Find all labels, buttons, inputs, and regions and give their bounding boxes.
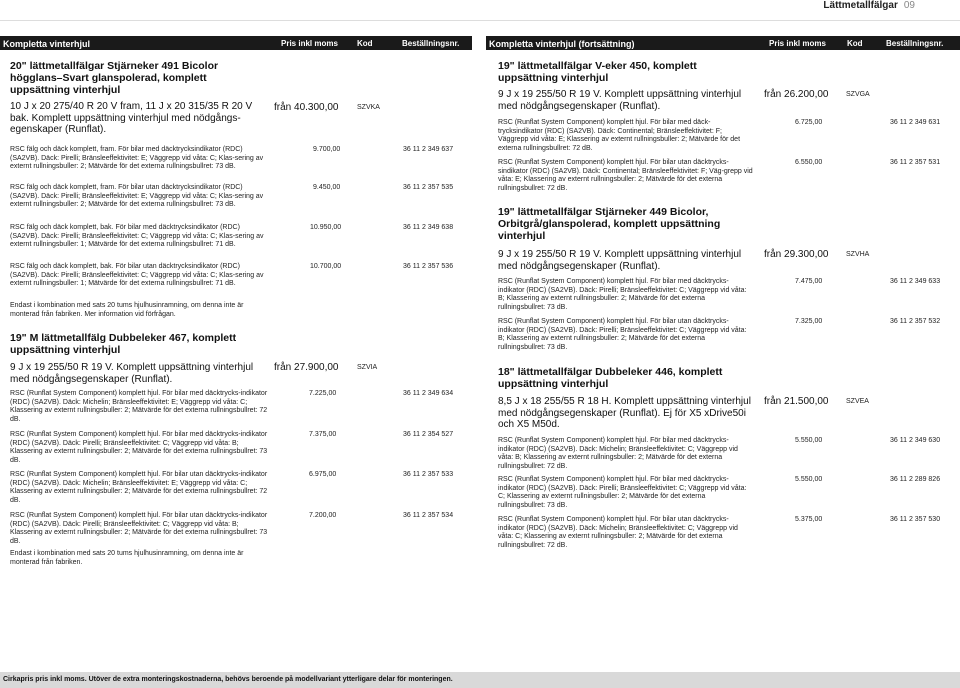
page-number: 09 bbox=[903, 0, 915, 11]
product-title: 19" lättmetallfälgar Stjärneker 449 Bicolor, Orbitgrå/glanspolerad, komplett uppsättning vinterhjul bbox=[498, 206, 721, 242]
product-title: 19" M lättmetallfälg Dubbeleker 467, komplett uppsättning vinterhjul bbox=[10, 332, 237, 356]
product-spec: 9 J x 19 255/50 R 19 V. Komplett uppsättning vinterhjul med nödgångsegenskaper (Runflat). bbox=[10, 362, 254, 385]
footer-bar bbox=[0, 672, 960, 688]
page-title: Lättmetallfälgar 09 bbox=[823, 0, 915, 11]
variant-ordernr: 36 11 2 349 630 bbox=[890, 437, 941, 444]
variant-desc: RSC (Runflat System Component) komplett hjul. För bilar utan däcktrycks-indikator (RDC) (SA2VB). Däck: Michelin; Bränsleeffektivitet: C; Väggrepp vid våta: C; Klassering av externt rullningsbuller: 2; Mätvärde för det externa rullningsbullret: 72 dB. bbox=[498, 516, 738, 549]
variant-price: 10.950,00 bbox=[310, 224, 342, 231]
right-header-ordernr: Beställningsnr. bbox=[886, 39, 944, 48]
product-note: Endast i kombination med sats 20 tums hjulhusinramning, om denna inte är monterad från fabriken. Mer information vid förfrågan. bbox=[10, 302, 244, 318]
variant-desc: RSC fälg och däck komplett, bak. För bilar utan däcktrycksindikator (RDC) (SA2VB). Däck: Pirelli; Bränsleeffektivitet: C; Väggrepp vid våta: C; Klas-sering av externt rullningsbuller: 1; Mätvärde för det externa rullningsbullret: 71 dB. bbox=[10, 263, 264, 288]
variant-ordernr: 36 11 2 349 633 bbox=[890, 278, 941, 285]
product-title: 19" lättmetallfälgar V-eker 450, komplett uppsättning vinterhjul bbox=[498, 60, 697, 84]
product-note: Endast i kombination med sats 20 tums hjulhusinramning, om denna inte är monterad från fabriken. bbox=[10, 550, 244, 566]
product-price: från 29.300,00 bbox=[764, 249, 829, 260]
variant-desc: RSC (Runflat System Component) komplett hjul. För bilar med däcktrycks-indikator (RDC) (SA2VB). Däck: Michelin; Bränsleeffektivitet: C; Väggrepp vid våta: B; Klassering av externt rullningsbuller: 2; Mätvärde för det externa rullningsbullret: 72 dB. bbox=[498, 437, 738, 470]
product-spec: 9 J x 19 255/50 R 19 V. Komplett uppsättning vinterhjul med nödgångsegenskaper (Runflat). bbox=[498, 249, 742, 272]
right-table-header bbox=[486, 36, 960, 50]
variant-price: 6.725,00 bbox=[795, 119, 823, 126]
variant-ordernr: 36 11 2 357 534 bbox=[403, 512, 454, 519]
variant-desc: RSC (Runflat System Component) komplett hjul. För bilar utan däcktrycks-indikator (RDC) (SA2VB). Däck: Pirelli; Bränsleeffektivitet: C; Väggrepp vid våta: B; Klassering av externt rullningsbuller: 2; Mätvärde för det externa rullningsbullret: 73 dB. bbox=[498, 318, 747, 351]
product-spec: 10 J x 20 275/40 R 20 V fram, 11 J x 20 315/35 R 20 V bak. Komplett uppsättning vinterhjul med nödgångs-egenskaper (Runflat). bbox=[10, 101, 253, 135]
variant-price: 7.475,00 bbox=[795, 278, 823, 285]
footer-text: Cirkapris pris inkl moms. Utöver de extra monteringskostnaderna, behövs beroende på modellvariant ytterligare delar för monteringen. bbox=[3, 676, 453, 683]
product-code: SZVEA bbox=[846, 398, 869, 405]
variant-ordernr: 36 11 2 357 533 bbox=[403, 471, 454, 478]
variant-desc: RSC (Runflat System Component) komplett hjul. För bilar utan däcktrycks-sindikator (RDC) (SA2VB). Däck: Continental; Bränsleeffektivitet: F; Väg-grepp vid våta: E; Klassering av externt rullningsbuller: 2; Mätvärde för det externa rullningsbullret: 72 dB. bbox=[498, 159, 753, 192]
product-spec: 9 J x 19 255/50 R 19 V. Komplett uppsättning vinterhjul med nödgångsegenskaper (Runflat). bbox=[498, 89, 742, 112]
variant-ordernr: 36 11 2 349 638 bbox=[403, 224, 454, 231]
variant-ordernr: 36 11 2 357 535 bbox=[403, 184, 454, 191]
variant-ordernr: 36 11 2 349 637 bbox=[403, 146, 454, 153]
variant-desc: RSC (Runflat System Component) komplett hjul. För bilar utan däcktrycks-indikator (RDC) (SA2VB). Däck: Michelin; Bränsleeffektivitet: E; Väggrepp vid våta: C; Klassering av externt rullningsbuller: 2; Mätvärde för det externa rullningsbullret: 72 dB. bbox=[10, 471, 268, 504]
product-price: från 21.500,00 bbox=[764, 396, 829, 407]
product-title: 18" lättmetallfälgar Dubbeleker 446, komplett uppsättning vinterhjul bbox=[498, 366, 723, 390]
variant-ordernr: 36 11 2 349 631 bbox=[890, 119, 941, 126]
variant-price: 5.550,00 bbox=[795, 437, 823, 444]
variant-price: 10.700,00 bbox=[310, 263, 342, 270]
variant-price: 9.450,00 bbox=[313, 184, 341, 191]
variant-desc: RSC fälg och däck komplett, fram. För bilar utan däcktrycksindikator (RDC) (SA2VB). Däck: Pirelli; Bränsleeffektivitet: E; Väggrepp vid våta: C; Klas-sering av externt rullningsbuller: 2; Mätvärde för det externa rullningsbullret: 73 dB. bbox=[10, 184, 264, 209]
variant-price: 9.700,00 bbox=[313, 146, 341, 153]
variant-ordernr: 36 11 2 357 532 bbox=[890, 318, 941, 325]
variant-desc: RSC (Runflat System Component) komplett hjul. För bilar med däck-trycksindikator (RDC) (SA2VB). Däck: Continental; Bränsleeffektivitet: F; Väggrepp vid våta: E; Klassering av externt rullningsbuller: 2; Mätvärde för det externa rullningsbullret: 72 dB. bbox=[498, 119, 741, 152]
left-header-ordernr: Beställningsnr. bbox=[402, 39, 460, 48]
variant-desc: RSC (Runflat System Component) komplett hjul. För bilar med däcktrycks-indikator (RDC) (SA2VB). Däck: Pirelli; Bränsleeffektivitet: C; Väggrepp vid våta: B; Klassering av externt rullningsbuller: 2; Mätvärde för det externa rullningsbullret: 73 dB. bbox=[10, 431, 268, 464]
variant-price: 6.975,00 bbox=[309, 471, 337, 478]
product-title: 20" lättmetallfälgar Stjärneker 491 Bicolor högglans–Svart glanspolerad, komplett uppsättning vinterhjul bbox=[10, 60, 219, 96]
variant-ordernr: 36 11 2 354 527 bbox=[403, 431, 454, 438]
variant-price: 5.550,00 bbox=[795, 476, 823, 483]
variant-ordernr: 36 11 2 357 531 bbox=[890, 159, 941, 166]
left-header-price: Pris inkl moms bbox=[281, 39, 338, 48]
product-price: från 27.900,00 bbox=[274, 362, 339, 373]
left-header-title: Kompletta vinterhjul bbox=[3, 39, 91, 49]
product-price: från 40.300,00 bbox=[274, 102, 339, 113]
variant-ordernr: 36 11 2 349 634 bbox=[403, 390, 454, 397]
variant-price: 7.325,00 bbox=[795, 318, 823, 325]
variant-desc: RSC (Runflat System Component) komplett hjul. För bilar utan däcktrycks-indikator (RDC) (SA2VB). Däck: Pirelli; Bränsleeffektivitet: C; Väggrepp vid våta: B; Klassering av externt rullningsbuller: 2; Mätvärde för det externa rullningsbullret: 73 dB. bbox=[10, 512, 268, 545]
variant-ordernr: 36 11 2 357 536 bbox=[403, 263, 454, 270]
product-code: SZVKA bbox=[357, 104, 380, 111]
variant-price: 7.200,00 bbox=[309, 512, 337, 519]
product-code: SZVHA bbox=[846, 251, 870, 258]
variant-desc: RSC (Runflat System Component) komplett hjul. För bilar med däcktrycks-indikator (RDC) (SA2VB). Däck: Pirelli; Bränsleeffektivitet: C; Väggrepp vid våta: B; Klassering av externt rullningsbuller: 2; Mätvärde för det externa rullningsbullret: 73 dB. bbox=[498, 278, 747, 311]
variant-price: 7.225,00 bbox=[309, 390, 337, 397]
right-header-code: Kod bbox=[847, 39, 863, 48]
variant-desc: RSC fälg och däck komplett, bak. För bilar med däcktrycksindikator (RDC) (SA2VB). Däck: Pirelli; Bränsleeffektivitet: C; Väggrepp vid våta: C; Klas-sering av externt rullningsbuller: 1; Mätvärde för det externa rullningsbullret: 71 dB. bbox=[10, 224, 264, 249]
variant-ordernr: 36 11 2 357 530 bbox=[890, 516, 941, 523]
right-header-title: Kompletta vinterhjul (fortsättning) bbox=[489, 39, 635, 49]
left-header-code: Kod bbox=[357, 39, 373, 48]
variant-price: 7.375,00 bbox=[309, 431, 337, 438]
divider bbox=[0, 20, 960, 21]
variant-desc: RSC (Runflat System Component) komplett hjul. För bilar med däcktrycks-indikator (RDC) (SA2VB). Däck: Michelin; Bränsleeffektivitet: E; Väggrepp vid våta: C; Klassering av externt rullningsbuller: 2; Mätvärde för det externa rullningsbullret: 72 dB. bbox=[10, 390, 268, 423]
right-header-price: Pris inkl moms bbox=[769, 39, 826, 48]
variant-desc: RSC (Runflat System Component) komplett hjul. För bilar med däcktrycks-indikator (RDC) (SA2VB). Däck: Pirelli; Bränsleeffektivitet: C; Väggrepp vid våta: C; Klassering av externt rullningsbuller: 2; Mätvärde för det externa rullningsbullret: 73 dB. bbox=[498, 476, 747, 509]
variant-desc: RSC fälg och däck komplett, fram. För bilar med däcktrycksindikator (RDC) (SA2VB). Däck: Pirelli; Bränsleeffektivitet: E; Väggrepp vid våta: C; Klas-sering av externt rullningsbuller: 2; Mätvärde för det externa rullningsbullret: 73 dB. bbox=[10, 146, 264, 171]
left-table-header bbox=[0, 36, 472, 50]
variant-price: 5.375,00 bbox=[795, 516, 823, 523]
variant-price: 6.550,00 bbox=[795, 159, 823, 166]
variant-ordernr: 36 11 2 289 826 bbox=[890, 476, 941, 483]
product-price: från 26.200,00 bbox=[764, 89, 829, 100]
product-spec: 8,5 J x 18 255/55 R 18 H. Komplett uppsättning vinterhjul med nödgångsegenskaper (Runflat). Ej för X5 xDrive50i och X5 M50d. bbox=[498, 396, 751, 430]
product-code: SZVIA bbox=[357, 364, 378, 371]
product-code: SZVGA bbox=[846, 91, 870, 98]
